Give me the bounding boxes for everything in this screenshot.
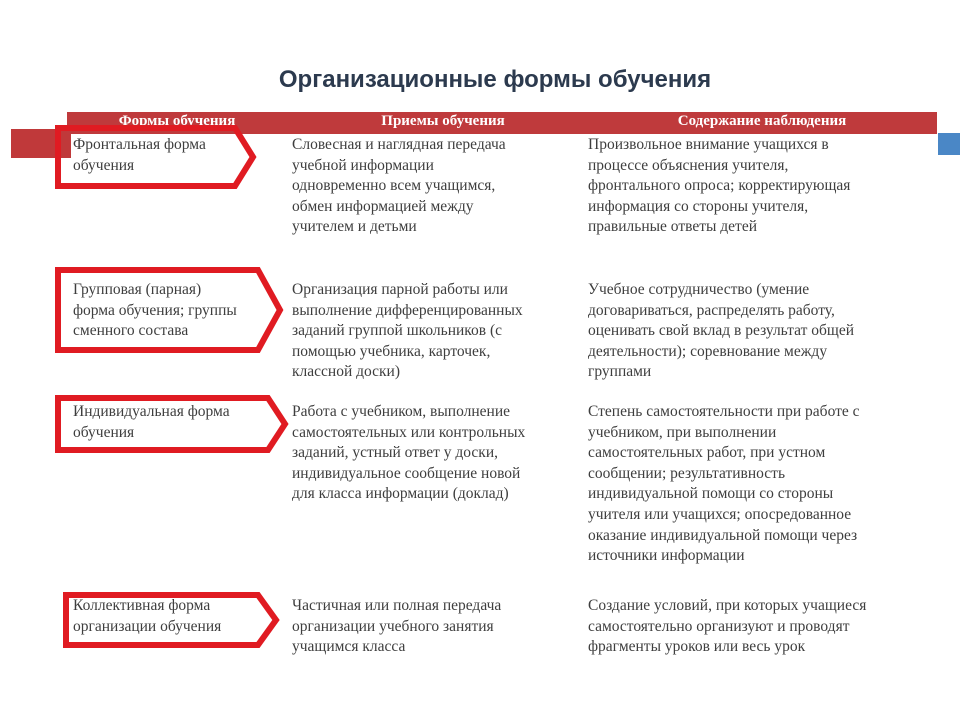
content-line: учебником, при выполнении <box>588 423 777 441</box>
methods-line: обмен информацией между <box>292 197 474 215</box>
header-methods: Приемы обучения <box>381 113 505 129</box>
content-line: оказание индивидуальной помощи через <box>588 526 858 544</box>
methods-line: классной доски) <box>292 363 401 381</box>
methods-line: организации учебного занятия <box>292 617 494 635</box>
content-line: самостоятельно организуют и проводят <box>588 617 850 635</box>
content-line: Степень самостоятельности при работе с <box>588 403 860 420</box>
content-line: Учебное сотрудничество (умение <box>588 281 810 298</box>
content-line: группами <box>588 363 652 381</box>
methods-line: Частичная или полная передача <box>292 597 502 614</box>
form-line: Индивидуальная форма <box>73 403 230 420</box>
methods-line: Словесная и наглядная передача <box>292 136 506 153</box>
content-line: самостоятельных работ, при устном <box>588 444 826 462</box>
form-line: Коллективная форма <box>73 597 211 614</box>
content-line: оценивать свой вклад в результат общей <box>588 322 854 340</box>
content-line: информация со стороны учителя, <box>588 197 809 215</box>
form-line: обучения <box>73 423 135 441</box>
content-line: деятельности); соревнование между <box>588 342 828 360</box>
content-line: фронтального опроса; корректирующая <box>588 177 851 195</box>
form-line: обучения <box>73 156 135 174</box>
slide-title: Организационные формы обучения <box>278 66 712 93</box>
methods-line: учителем и детьми <box>292 218 417 236</box>
methods-line: заданий, устный ответ у доски, <box>292 444 498 462</box>
methods-line: самостоятельных или контрольных <box>292 423 526 441</box>
arrow-outline-1 <box>58 128 253 186</box>
form-line: сменного состава <box>73 322 189 340</box>
methods-line: учащимся класса <box>292 638 406 656</box>
methods-line: для класса информации (доклад) <box>292 485 509 503</box>
header-content: Содержание наблюдения <box>677 113 847 129</box>
arrow-outline-4 <box>66 595 276 645</box>
form-line: Групповая (парная) <box>73 281 202 298</box>
methods-line: одновременно всем учащимся, <box>292 177 496 195</box>
header-forms: Формы обучения <box>118 113 236 129</box>
content-line: правильные ответы детей <box>588 218 758 236</box>
content-line: сообщении; результативность <box>588 464 786 482</box>
methods-line: Работа с учебником, выполнение <box>292 403 511 420</box>
content-line: источники информации <box>588 547 745 565</box>
arrow-outline-3 <box>58 398 285 450</box>
content-line: Произвольное внимание учащихся в <box>588 136 829 153</box>
content-line: Создание условий, при которых учащиеся <box>588 597 867 614</box>
arrow-outline-2 <box>58 270 280 350</box>
content-line: процессе объяснения учителя, <box>588 156 789 174</box>
methods-line: выполнение дифференцированных <box>292 301 523 319</box>
content-line: договариваться, распределять работу, <box>588 301 835 319</box>
methods-line: заданий группой школьников (с <box>292 322 503 340</box>
form-line: Фронтальная форма <box>73 136 206 153</box>
form-line: организации обучения <box>73 617 222 635</box>
content-line: индивидуальной помощи со стороны <box>588 485 834 503</box>
form-line: форма обучения; группы <box>73 301 237 319</box>
methods-line: индивидуальное сообщение новой <box>292 464 521 482</box>
methods-line: помощью учебника, карточек, <box>292 342 491 360</box>
methods-line: учебной информации <box>292 156 434 174</box>
content-line: фрагменты уроков или весь урок <box>588 638 806 656</box>
methods-line: Организация парной работы или <box>292 281 508 298</box>
content-line: учителя или учащихся; опосредованное <box>588 505 852 523</box>
